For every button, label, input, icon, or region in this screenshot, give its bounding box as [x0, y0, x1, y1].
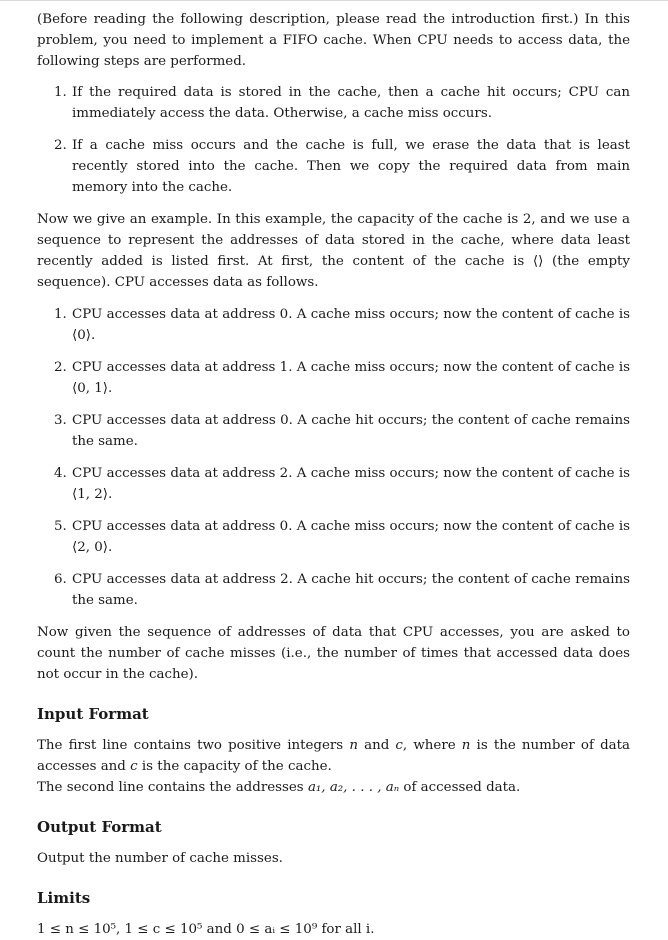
- step-text: CPU accesses data at address 0. A cache miss occurs; now the content of cache is ⟨2, 0⟩.: [72, 519, 630, 555]
- input-text: of accessed data.: [399, 780, 521, 795]
- input-text: The first line contains two positive integers: [37, 738, 350, 753]
- step-text: CPU accesses data at address 0. A cache hit occurs; the content of cache remains the same.: [72, 413, 630, 449]
- task-paragraph: Now given the sequence of addresses of data that CPU accesses, you are asked to count the number of cache misses (i.e., the number of times that accessed data does not occur in the cache).: [37, 625, 630, 682]
- example-step: [37, 410, 630, 452]
- input-text: is the capacity of the cache.: [137, 759, 332, 774]
- step-number: 5.: [54, 519, 67, 534]
- limits-text: 1 ≤ n ≤ 10⁵, 1 ≤ c ≤ 10⁵ and 0 ≤ aᵢ ≤ 10⁹ for all i.: [37, 922, 375, 937]
- example-step: [37, 357, 630, 399]
- input-text: is the number of data accesses and: [37, 738, 630, 774]
- top-rule: [0, 0, 668, 1]
- example-step: [37, 569, 630, 611]
- step-text: If a cache miss occurs and the cache is full, we erase the data that is least recently stored into the cache. Then we copy the required data from main memory into the cache.: [72, 138, 630, 195]
- math-var-c: c: [130, 759, 138, 774]
- example-steps-list: [37, 304, 630, 611]
- fifo-step: [37, 82, 630, 124]
- step-number: 3.: [54, 413, 67, 428]
- input-text: and: [357, 738, 396, 753]
- math-var-c: c: [395, 738, 403, 753]
- input-text: The second line contains the addresses: [37, 780, 308, 795]
- example-step: [37, 463, 630, 505]
- limits-heading: Limits: [37, 889, 91, 907]
- step-number: 6.: [54, 572, 67, 587]
- input-format-section: [37, 704, 630, 798]
- output-format-heading: Output Format: [37, 818, 162, 836]
- output-format-section: [37, 817, 630, 869]
- intro-paragraph: (Before reading the following description, please read the introduction first.) In this problem, you need to implement a FIFO cache. When CPU needs to access data, the following steps are performed.: [37, 12, 630, 69]
- example-step: [37, 516, 630, 558]
- step-number: 1.: [54, 307, 67, 322]
- input-format-heading: Input Format: [37, 705, 149, 723]
- fifo-step: [37, 135, 630, 198]
- input-format-line-1: [37, 735, 630, 777]
- fifo-steps-list: [37, 82, 630, 198]
- problem-statement: [37, 9, 630, 940]
- step-number: 1.: [54, 85, 67, 100]
- example-intro-paragraph: Now we give an example. In this example, the capacity of the cache is 2, and we use a sequence to represent the addresses of data stored in the cache, where data least recently added is listed first. At first, the content of the cache is ⟨⟩ (the empty sequence). CPU accesses data as follows.: [37, 212, 630, 290]
- step-text: If the required data is stored in the cache, then a cache hit occurs; CPU can immediately access the data. Otherwise, a cache miss occurs.: [72, 85, 630, 121]
- math-address-sequence: a₁, a₂, . . . , aₙ: [307, 780, 400, 795]
- step-number: 2.: [54, 360, 67, 375]
- math-var-n: n: [349, 738, 358, 753]
- step-text: CPU accesses data at address 2. A cache hit occurs; the content of cache remains the same.: [72, 572, 630, 608]
- example-step: [37, 304, 630, 346]
- step-text: CPU accesses data at address 2. A cache miss occurs; now the content of cache is ⟨1, 2⟩.: [72, 466, 630, 502]
- limits-section: [37, 888, 630, 940]
- input-text: , where: [402, 738, 462, 753]
- input-format-line-2: [37, 777, 630, 798]
- math-var-n: n: [461, 738, 471, 753]
- output-format-text: Output the number of cache misses.: [37, 851, 283, 866]
- step-text: CPU accesses data at address 1. A cache miss occurs; now the content of cache is ⟨0, 1⟩.: [72, 360, 630, 396]
- step-number: 2.: [54, 138, 67, 153]
- step-text: CPU accesses data at address 0. A cache miss occurs; now the content of cache is ⟨0⟩.: [72, 307, 630, 343]
- step-number: 4.: [54, 466, 67, 481]
